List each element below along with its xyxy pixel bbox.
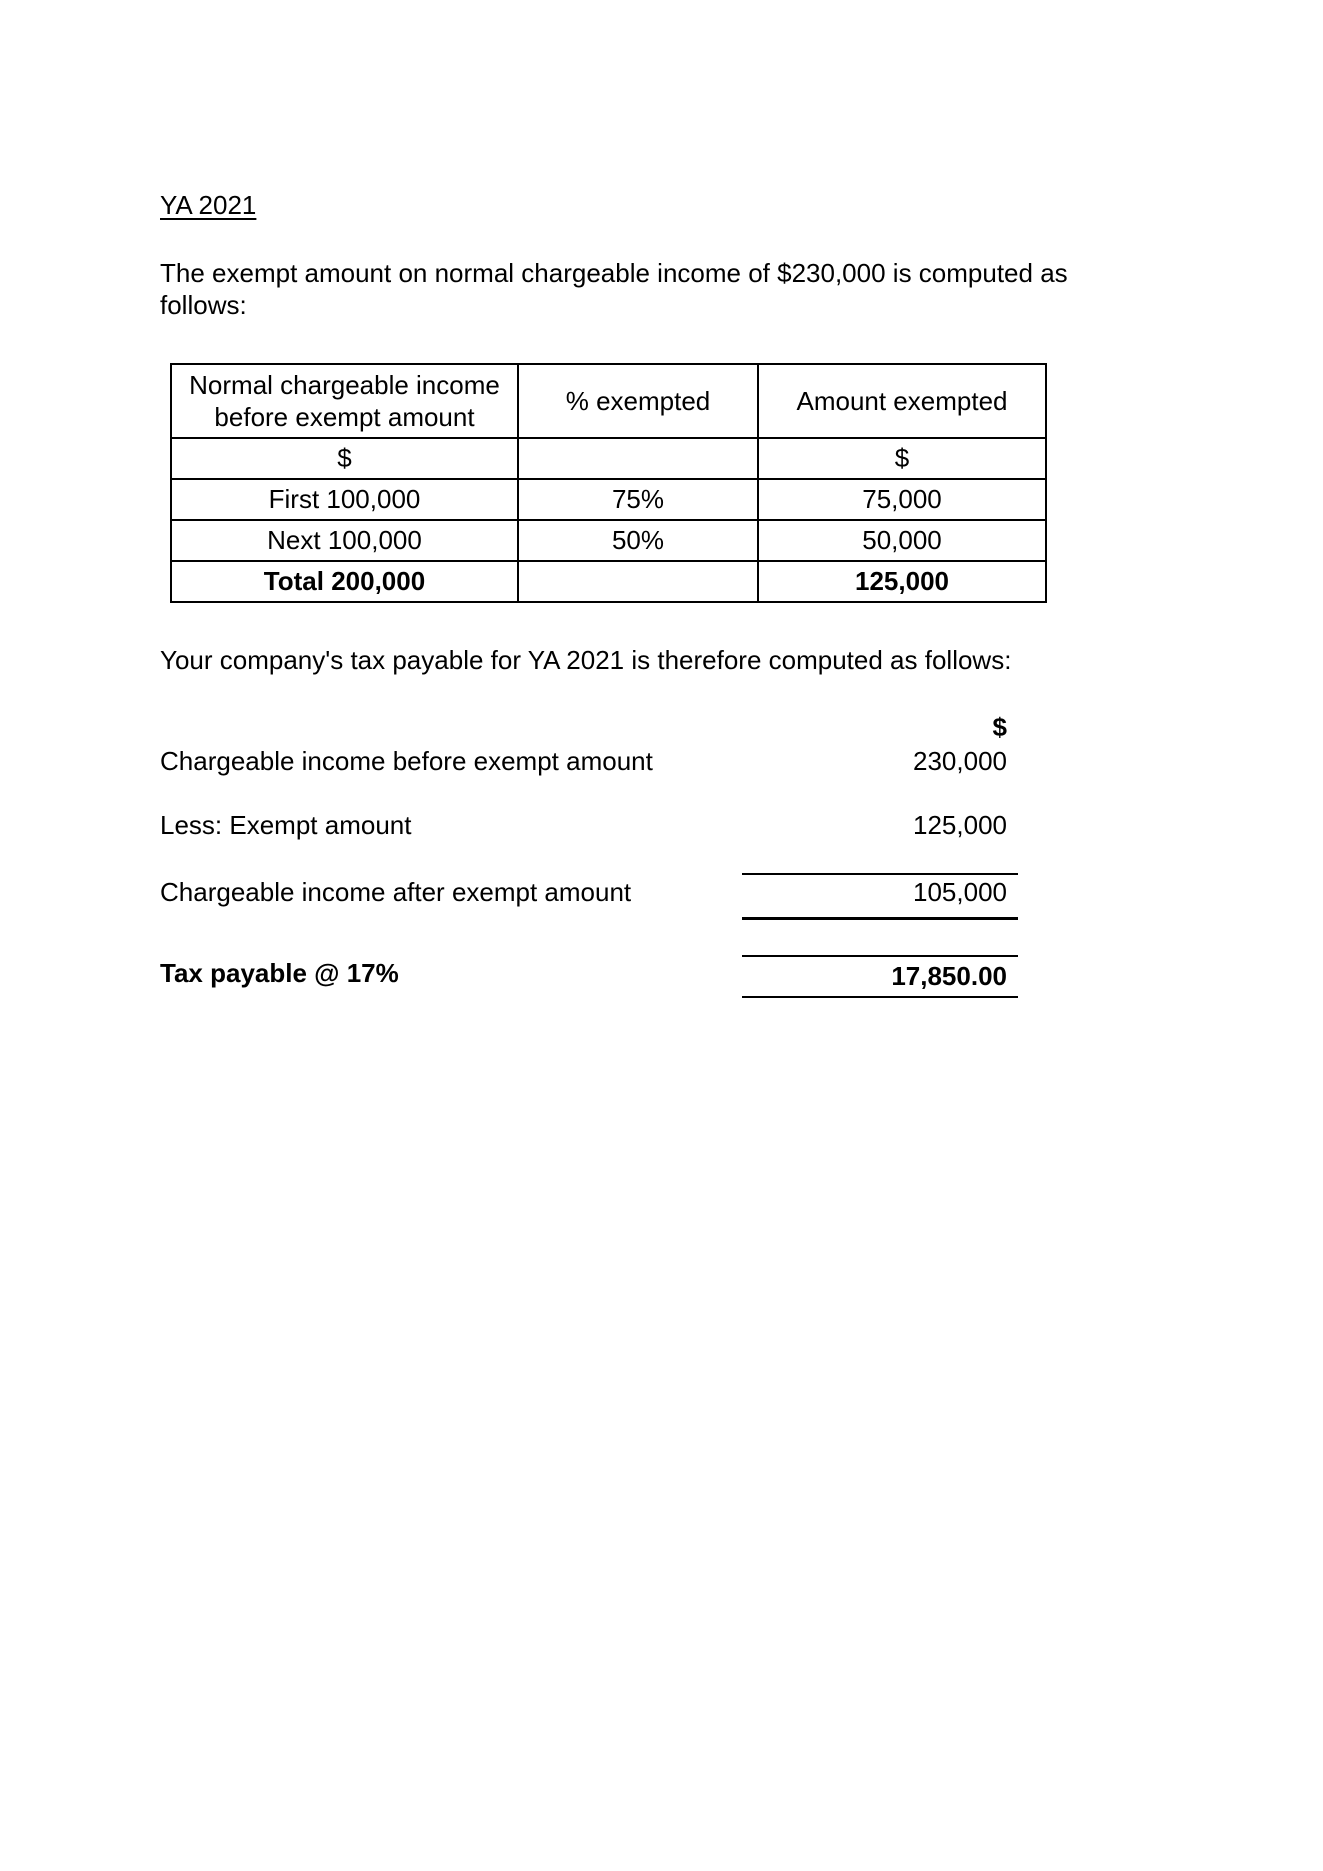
header-amount: Amount exempted [758,364,1046,438]
line-amount: 105,000 [913,877,1007,907]
tax-amount: 17,850.00 [891,961,1007,991]
intro-paragraph: The exempt amount on normal chargeable income of $230,000 is computed as follows: [160,258,1068,320]
row-amount: 75,000 [758,479,1046,520]
table-row [171,520,1046,561]
section-heading: YA 2021 [160,190,257,220]
line-amount: 230,000 [913,746,1007,776]
line-label: Chargeable income before exempt amount [160,746,653,776]
tax-label: Tax payable @ 17% [160,958,399,988]
header-income: Normal chargeable income before exempt amount [171,364,518,438]
double-rule [742,917,1018,920]
tax-bottom-rule [742,996,1018,998]
exempt-amount-table [170,363,1047,603]
row-percent: 75% [518,479,758,520]
header-percent: % exempted [518,364,758,438]
row-income: First 100,000 [171,479,518,520]
line-label: Chargeable income after exempt amount [160,877,632,907]
row-percent: 50% [518,520,758,561]
computation-intro: Your company's tax payable for YA 2021 is therefore computed as follows: [160,645,1012,675]
line-amount: 125,000 [913,810,1007,840]
currency-header: $ [992,712,1007,742]
table-total-row [171,561,1046,602]
tax-top-rule [742,955,1018,957]
total-income: Total 200,000 [171,561,518,602]
total-percent [518,561,758,602]
subtotal-rule [742,873,1018,875]
table-header-row [171,364,1046,438]
table-units-row [171,438,1046,479]
row-income: Next 100,000 [171,520,518,561]
unit-income: $ [171,438,518,479]
unit-percent [518,438,758,479]
line-label: Less: Exempt amount [160,810,412,840]
total-amount: 125,000 [758,561,1046,602]
unit-amount: $ [758,438,1046,479]
table-row [171,479,1046,520]
row-amount: 50,000 [758,520,1046,561]
